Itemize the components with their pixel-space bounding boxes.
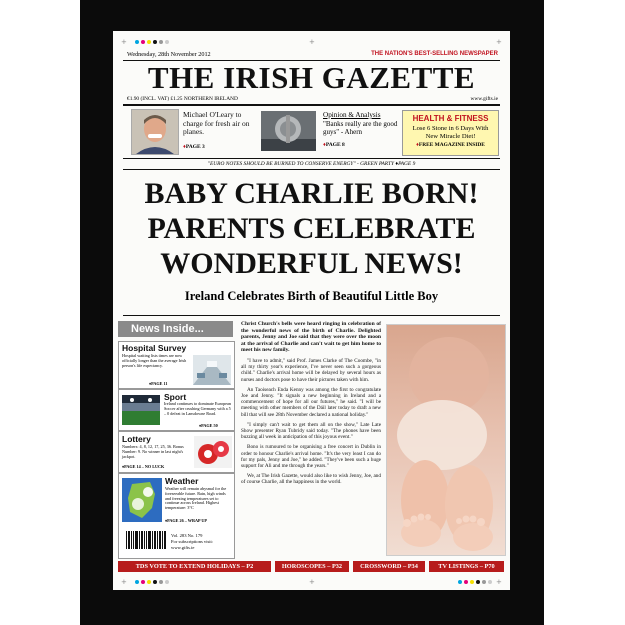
weather-map-image xyxy=(122,478,162,522)
weather-heading: Weather xyxy=(165,476,199,486)
headline-line-1: BABY CHARLIE BORN! xyxy=(144,177,479,210)
main-article xyxy=(241,321,381,490)
registration-cross-icon: + xyxy=(309,38,315,46)
headline-line-2: PARENTS CELEBRATE xyxy=(147,212,476,245)
registration-cross-icon: + xyxy=(496,578,502,586)
stadium-photo xyxy=(122,395,160,425)
registration-cross-icon: + xyxy=(309,578,315,586)
cover-price: €1.90 (INCL. VAT) £1.25 NORTHERN IRELAND xyxy=(127,96,238,102)
hospital-text: Hospital waiting lists times are now officially longer than the average Irish person's life expectancy. xyxy=(122,353,187,368)
hospital-survey-box xyxy=(118,341,235,389)
opinion-heading: Opinion & Analysis xyxy=(323,111,381,119)
news-inside-header: News Inside... xyxy=(118,321,233,337)
registration-cross-icon: + xyxy=(121,578,127,586)
subscription-website: www.gifts.ie xyxy=(171,545,195,550)
footer-horoscopes: HOROSCOPES – P32 xyxy=(275,561,349,572)
euro-coin-photo xyxy=(261,111,316,151)
weather-box xyxy=(118,473,235,559)
article-paragraph-1: "I have to admit," said Prof. James Clarke of The Coombe, "in all my thirty year's experience, I've never seen such a gorgeous child." Charlie's arrival home will be delayed by several hours as nurses and doctors pose to have their pictures taken with him. xyxy=(241,357,381,383)
quote-strip: "EURO NOTES SHOULD BE BURNED TO CONSERVE ENERGY" - GREEN PARTY ♦PAGE 9 xyxy=(207,161,416,167)
subscription-label: For subscriptions visit: xyxy=(171,539,214,544)
sport-heading: Sport xyxy=(164,392,187,402)
weather-text: Weather will remain abysmal for the foreseeable future. Rain, high winds and freezing temperatures set to continue across Ireland. Highest temperature: 3°C xyxy=(165,486,227,511)
color-registration-dots xyxy=(135,580,169,584)
sport-page: ♦PAGE 50 xyxy=(199,423,218,428)
health-cta: ♦FREE MAGAZINE INSIDE xyxy=(416,142,485,149)
baby-photo xyxy=(386,324,506,556)
lottery-text: Numbers: 4, 8, 12, 17, 25, 36. Bonus Number: 9. No winner in last night's jackpot. xyxy=(122,444,184,459)
sport-box xyxy=(118,389,235,431)
lottery-heading: Lottery xyxy=(122,434,151,444)
weather-page: ♦PAGE 26 – WRAP UP xyxy=(165,518,207,523)
registration-cross-icon: + xyxy=(121,38,127,46)
article-paragraph-5: We, at The Irish Gazette, would also like to wish Jenny, Joe, and of course Charlie, all the happiness in the world. xyxy=(241,473,381,486)
article-paragraph-4: Bono is rumoured to be organising a free concert in Dublin in order to honour Charlie's arrival home. "It's the very least I can do for my pals, Jenny and Joe," he added. "They've been such a huge support for Ali and me through the years." xyxy=(241,444,381,470)
article-paragraph-2: An Taoiseach Enda Kenny was among the first to congratulate Joe and Jenny. "It signals a new beginning in Ireland and a commencement of hope for all our futures," he said. "I will be meeting with other members of the Dáil later today to draft a new bill that will see 28th November declared a national holiday." xyxy=(241,386,381,418)
opinion-page: ♦PAGE 8 xyxy=(323,142,345,148)
headline-line-3: WONDERFUL NEWS! xyxy=(160,247,463,280)
masthead-tagline: THE NATION'S BEST-SELLING NEWSPAPER xyxy=(371,51,498,57)
newspaper-title: THE IRISH GAZETTE xyxy=(147,60,476,95)
color-registration-dots xyxy=(135,40,169,44)
sport-text: Ireland continues to dominate European Soccer after crushing Germany with a 5 – 0 defeat in Lansdowne Road. xyxy=(164,401,231,416)
teaser-oleary-text: Michael O'Leary to charge for fresh air on planes. xyxy=(183,110,250,136)
color-registration-dots xyxy=(458,580,492,584)
footer-crossword: CROSSWORD – P34 xyxy=(353,561,425,572)
volume-number: Vol. 283 No. 179 xyxy=(171,533,203,538)
health-text: Lose 6 Stone in 6 Days With New Miracle Diet! xyxy=(412,125,489,140)
masthead-website: www.gifts.ie xyxy=(470,96,498,102)
teaser-oleary-page: ♦PAGE 3 xyxy=(183,144,205,150)
footer-tds-vote: TDS VOTE TO EXTEND HOLIDAYS – P2 xyxy=(118,561,271,572)
hospital-corridor-photo xyxy=(193,355,231,385)
footer-tv-listings: TV LISTINGS – P70 xyxy=(429,561,504,572)
hospital-page: ♦PAGE 11 xyxy=(149,381,168,386)
barcode-icon xyxy=(125,530,167,552)
health-fitness-box xyxy=(402,110,499,156)
issue-date: Wednesday, 28th November 2012 xyxy=(127,51,211,58)
lottery-box xyxy=(118,431,235,473)
article-paragraph-3: "I simply can't wait to get them all on the show," Late Late Show presenter Ryan Tubridy said today. "The phones have been buzzing all week in anticipation of this joyous event." xyxy=(241,421,381,441)
registration-cross-icon: + xyxy=(496,38,502,46)
lottery-page: ♦PAGE 14 – NO LUCK xyxy=(122,464,165,469)
headline xyxy=(113,176,510,281)
michael-oleary-photo xyxy=(131,109,179,155)
lottery-balls-photo xyxy=(194,436,232,468)
opinion-quote: "Banks really are the good guys" - Ahern xyxy=(323,120,398,136)
hospital-heading: Hospital Survey xyxy=(122,343,187,353)
health-heading: HEALTH & FITNESS xyxy=(412,114,489,123)
newspaper-page xyxy=(113,31,510,590)
subheadline: Ireland Celebrates Birth of Beautiful Little Boy xyxy=(184,289,439,303)
article-lead: Christ Church's bells were heard ringing in celebration of the wonderful news of the birth of Charlie. Delighted parents, Jenny and Joe said that they were over the moon at the arrival of Charlie and can't wait to get him home to meet his new family. xyxy=(241,321,381,354)
